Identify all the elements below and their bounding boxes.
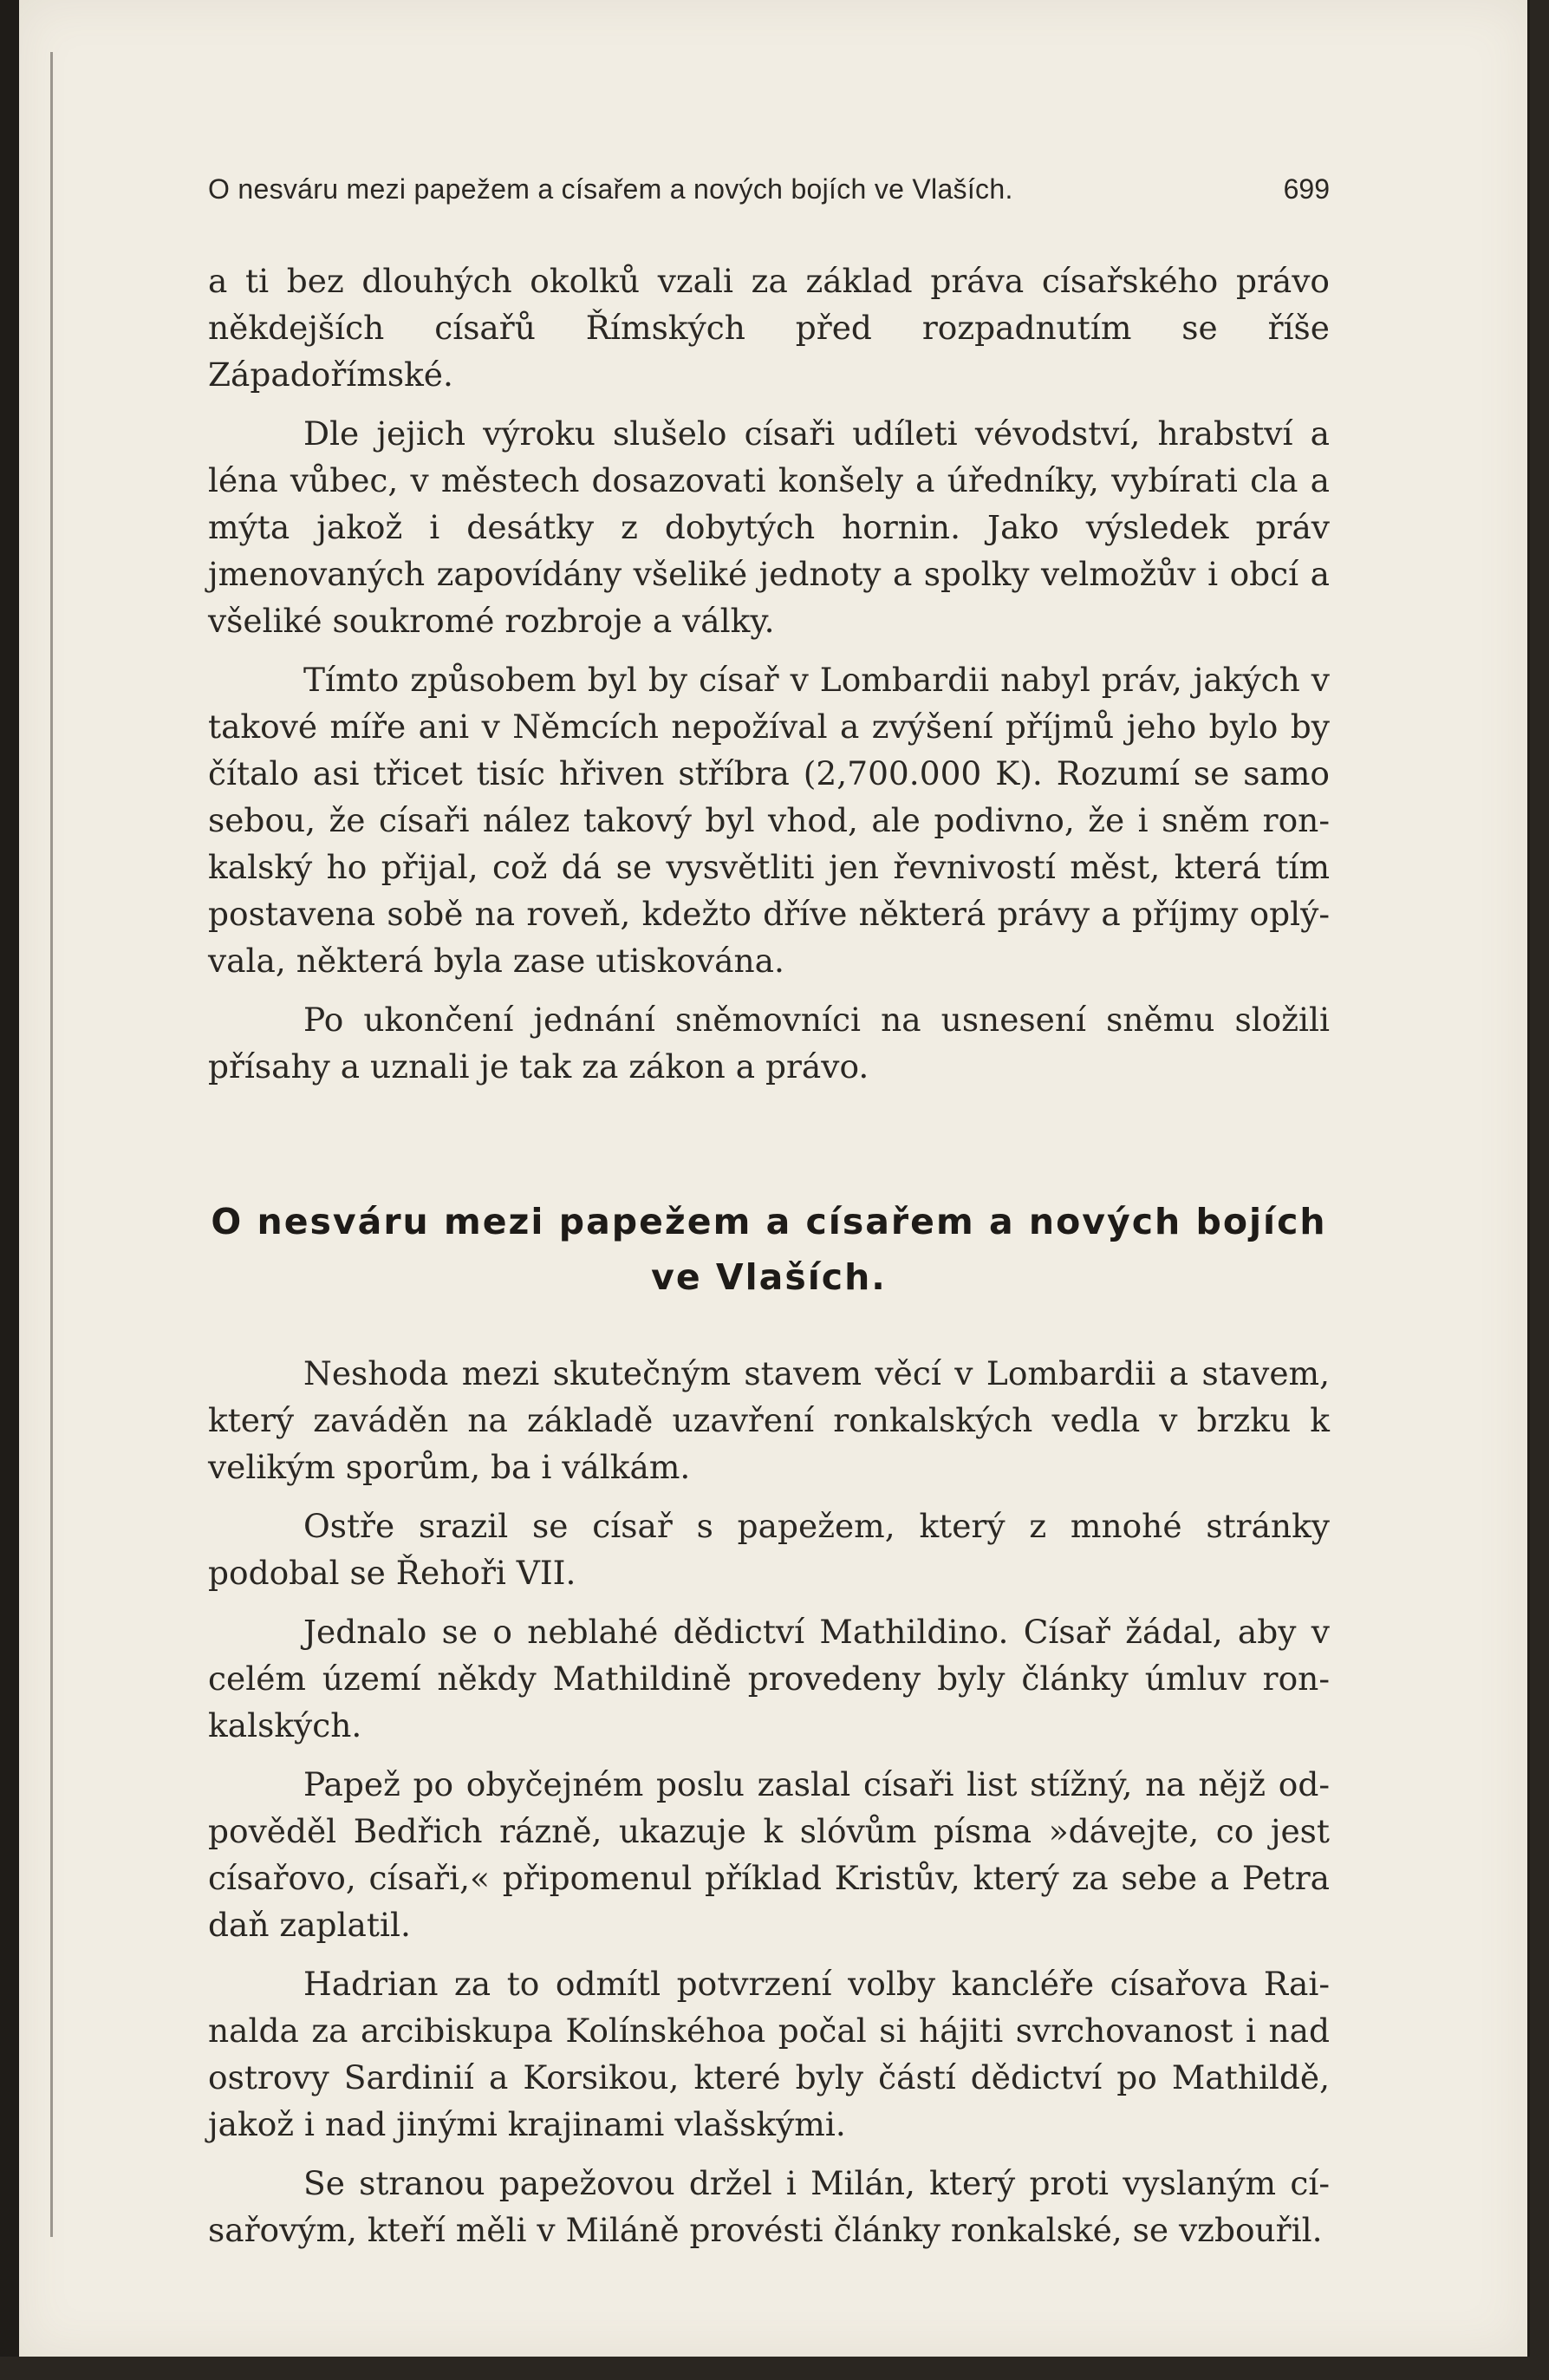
paragraph: a ti bez dlouhých okolků vzali za základ práva císařského právo někdejších císařů Římských před rozpadnutím se říše Západořímské. [208,262,1330,394]
scan-border-bottom [0,2357,1549,2380]
paragraph: Jednalo se o neblahé dědictví Mathildino. Císař žádal, aby v celém území někdy Mathildině provedeny byly články úmluv ronkalských. [208,1613,1330,1744]
page-number: 699 [1283,173,1330,205]
paragraph: Hadrian za to odmítl potvrzení volby kancléře císařova Rainalda za arcibiskupa Kolínskéhoa počal si hájiti svrchovanost i nad ostrovy Sardinií a Korsikou, které byly částí dědictví po Mathildě, jakož i nad jinými krajinami vlašskými. [208,1965,1330,2143]
running-head [208,173,1330,205]
paragraph: Se stranou papežovou držel i Milán, který proti vyslaným císařovým, kteří měli v Miláně provésti články ronkalské, se vzbouřil. [208,2164,1330,2249]
paragraph: Ostře srazil se císař s papežem, který z mnohé stránky podobal se Řehoři VII. [208,1507,1330,1592]
paragraph: Papež po obyčejném poslu zaslal císaři list stížný, na nějž odpověděl Bedřich rázně, ukazuje k slóvům písma »dávejte, co jest císařovo, císaři,« připomenul příklad Kristův, který za sebe a Petra daň zaplatil. [208,1765,1330,1944]
running-head-title: O nesváru mezi papežem a císařem a nových bojích ve Vlaších. [208,173,1013,205]
scan-border-right [1530,0,1549,2380]
paragraph: Dle jejich výroku slušelo císaři udíleti vévodství, hrabství a léna vůbec, v městech dosazovati konšely a úředníky, vybírati cla a mýta jakož i desátky z dobytých hornin. Jako výsledek práv jmenovaných zapovídány všeliké jednoty a spolky velmožův i obcí a všeliké soukromé rozbroje a války. [208,414,1330,640]
paragraph: Neshoda mezi skutečným stavem věcí v Lombardii a stavem, který zaváděn na základě uzavření ronkalských vedla v brzku k velikým sporům, ba i válkám. [208,1354,1330,1486]
paragraph: Tímto způsobem byl by císař v Lombardii nabyl práv, jakých v takové míře ani v Němcích nepožíval a zvýšení příjmů jeho bylo by čítalo asi třicet tisíc hřiven stříbra (2,700.000 K). Rozumí se samo sebou, že císaři nález takový byl vhod, ale podivno, že i sněm ronkalský ho přijal, což dá se vysvětliti jen řevnivostí měst, která tím postavena sobě na roveň, kdežto dříve některá právy a příjmy oplývala, některá byla zase utiskována. [208,661,1330,980]
book-page [19,0,1527,2357]
section-heading: O nesváru mezi papežem a císařem a nových bojích ve Vlaších. [211,1201,1327,1298]
text-block [208,173,1330,2266]
paragraph: Po ukončení jednání sněmovníci na usnesení sněmu složili přísahy a uznali je tak za zákon a právo. [208,1001,1330,1086]
page-edge-line [50,52,53,2237]
